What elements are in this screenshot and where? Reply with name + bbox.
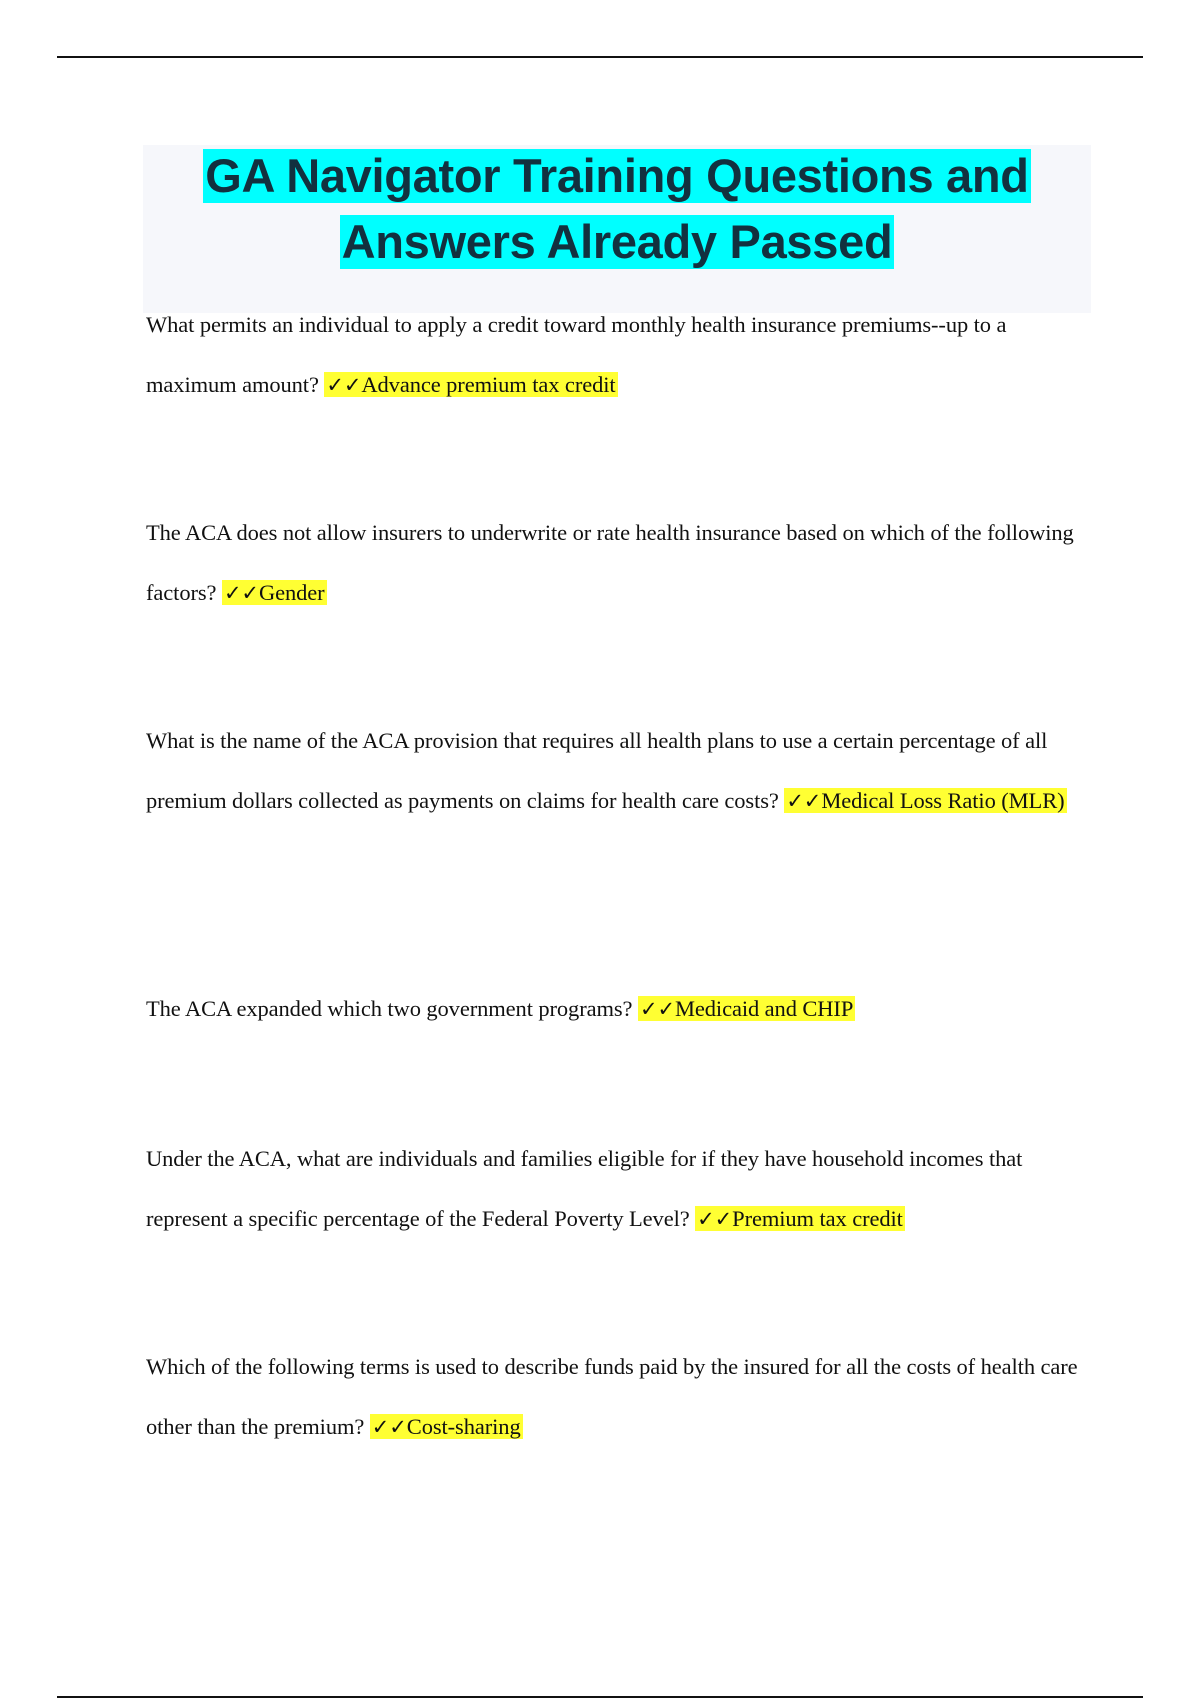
qa-item [146, 1337, 1094, 1457]
answer-text: Medical Loss Ratio (MLR) [821, 788, 1065, 813]
answer-highlight [638, 996, 855, 1021]
question-text: The ACA expanded which two government programs? [146, 996, 633, 1021]
double-check-icon: ✓✓ [697, 1207, 733, 1231]
answer-highlight [222, 580, 327, 605]
qa-item [146, 711, 1094, 831]
double-check-icon: ✓✓ [326, 373, 362, 397]
answer-highlight [695, 1206, 905, 1231]
double-check-icon: ✓✓ [786, 789, 822, 813]
title-block [143, 145, 1091, 313]
document-title-line-1: GA Navigator Training Questions and [205, 149, 1029, 202]
double-check-icon: ✓✓ [639, 997, 675, 1021]
double-check-icon: ✓✓ [371, 1415, 407, 1439]
answer-highlight [324, 372, 617, 397]
question-text: What is the name of the ACA provision that requires all health plans to use a certain percentage of all premium dollars collected as payments on claims for health care costs? [146, 728, 1048, 813]
answer-highlight [370, 1414, 523, 1439]
answer-text: Cost-sharing [406, 1414, 521, 1439]
answer-text: Advance premium tax credit [361, 372, 616, 397]
answer-highlight [784, 788, 1066, 813]
answer-text: Premium tax credit [732, 1206, 903, 1231]
header-rule [57, 56, 1143, 58]
qa-item [146, 1129, 1094, 1249]
qa-item [146, 295, 1094, 415]
qa-item [146, 979, 1094, 1039]
question-text: Under the ACA, what are individuals and families eligible for if they have household incomes that represent a specific percentage of the Federal Poverty Level? [146, 1146, 1023, 1231]
qa-item [146, 503, 1094, 623]
question-text: What permits an individual to apply a credit toward monthly health insurance premiums--up to a maximum amount? [146, 312, 1007, 397]
question-text: Which of the following terms is used to describe funds paid by the insured for all the costs of health care other than the premium? [146, 1354, 1078, 1439]
footer-rule [57, 1696, 1143, 1698]
double-check-icon: ✓✓ [223, 581, 259, 605]
answer-text: Gender [258, 580, 325, 605]
answer-text: Medicaid and CHIP [674, 996, 854, 1021]
question-text: The ACA does not allow insurers to underwrite or rate health insurance based on which of the following factors? [146, 520, 1074, 605]
document-title-line-2: Answers Already Passed [341, 215, 893, 268]
